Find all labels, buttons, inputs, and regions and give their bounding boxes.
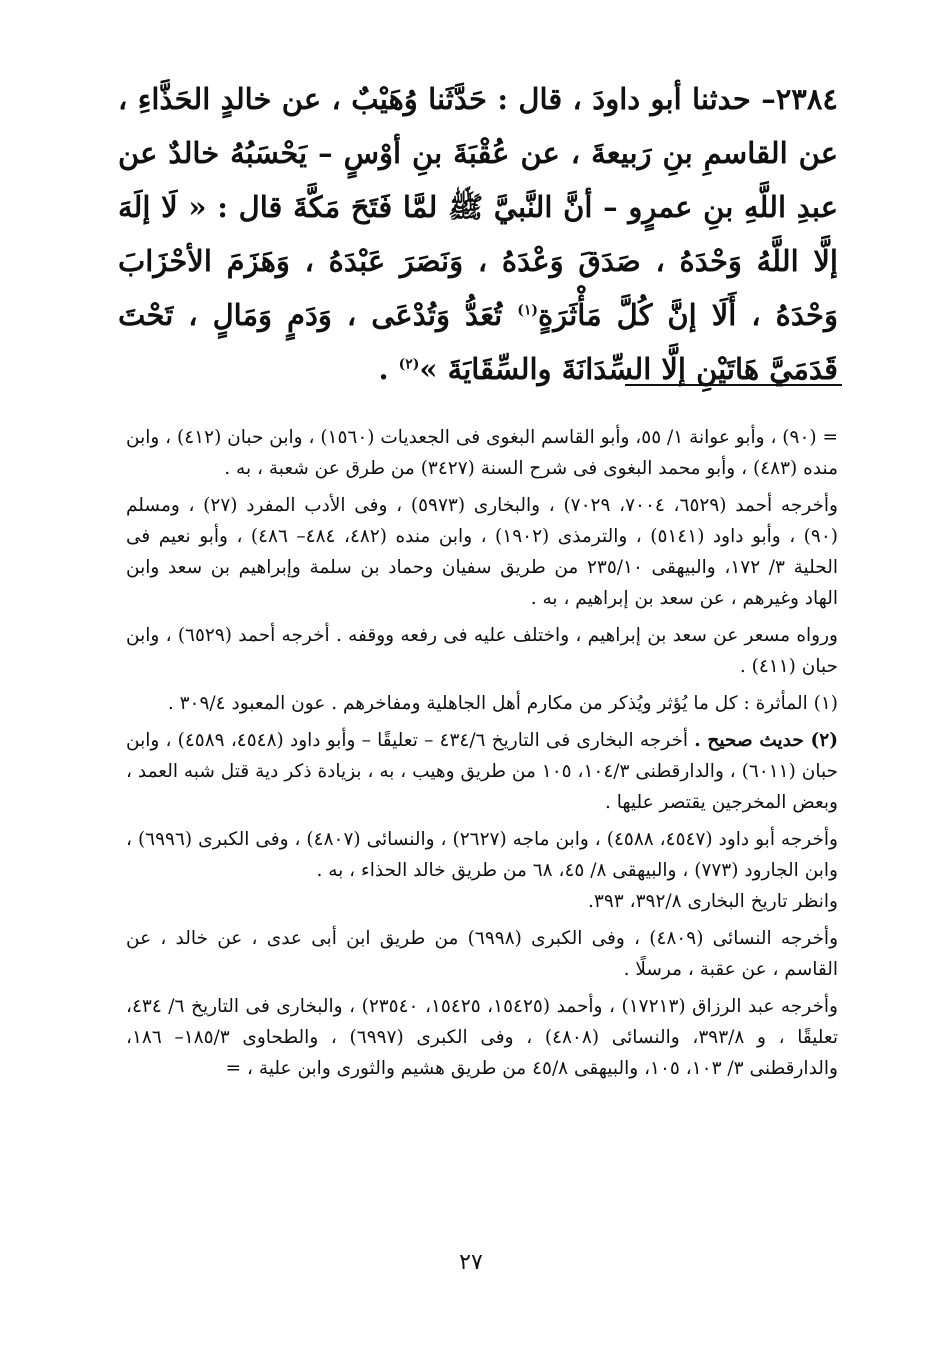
page-number: ٢٧ [459,1250,483,1275]
footnote-ref-1: (١) [517,302,539,319]
footnote-2-paragraph-2-text: وأخرجه أبو داود (٤٥٤٧، ٤٥٨٨) ، وابن ماجه (٢٦٢٧) ، والنسائى (٤٨٠٧) ، وفى الكبرى (٦٩٩٦) ، وابن الجارود (٧٧٣) ، والبيهقى ٨/ ٤٥، ٦٨ من طريق خالد الحذاء ، به . [126,829,838,881]
footnotes [126,422,838,1090]
footnote-2-paragraph-3: وأخرجه النسائى (٤٨٠٩) ، وفى الكبرى (٦٩٩٨) من طريق ابن أبى عدى ، عن خالد ، عن القاسم ، عن عقبة ، مرسلًا . [126,928,838,980]
footnote-2-label: (٢) حديث صحيح . [694,730,838,751]
hadith-body-part-2: تُعَدُّ وَتُدْعَى ، وَدَمٍ وَمَالٍ ، تَحْتَ قَدَمَيَّ هَاتَيْنِ إلَّا السِّدَانَةَ والسِّقَايَةَ » [118,298,838,386]
footnote-2-paragraph-2 [126,824,838,917]
hadith-number: ٢٣٨٤– [761,82,838,116]
hadith-text [118,72,838,396]
footnote-2-reference-line: وانظر تاريخ البخارى ٣٩٢/٨، ٣٩٣. [588,891,838,912]
footnote-continuation-3: ورواه مسعر عن سعد بن إبراهيم ، واختلف عليه فى رفعه ووقفه . أخرجه أحمد (٦٥٢٩) ، وابن حبان (٤١١) . [126,625,838,677]
footnote-continuation: = (٩٠) ، وأبو عوانة ١/ ٥٥، وأبو القاسم البغوى فى الجعديات (١٥٦٠) ، وابن حبان (٤١٢) ، وابن منده (٤٨٣) ، وأبو محمد البغوى فى شرح السنة (٣٤٢٧) من طرق عن شعبة ، به . [125,427,838,479]
footnote-2-text: أخرجه البخارى فى التاريخ ٤٣٤/٦ – تعليقًا – وأبو داود (٤٥٤٨، ٤٥٨٩) ، وابن حبان (٦٠١١) ، والدارقطنى ١٠٤/٣، ١٠٥ من طريق وهيب ، به ، بزيادة ذكر دية قتل شبه العمد ، وبعض المخرجين يقتصر عليها . [126,730,838,813]
footnote-1: (١) المأثرة : كل ما يُؤثر ويُذكر من مكارم أهل الجاهلية ومفاخرهم . عون المعبود ٣٠٩/٤ . [167,693,838,714]
footnote-ref-2: (٢) [398,356,420,373]
footnote-2 [126,725,838,818]
hadith-body-part-3: . [378,352,399,386]
footnote-divider [625,384,842,386]
hadith-body-part-1: حدثنا أبو داودَ ، قال : حَدَّثَنا وُهَيْبٌ ، عن خالدٍ الحَذَّاءِ ، عن القاسمِ بنِ رَبيعةَ ، عن عُقْبَةَ بنِ أوْسٍ – يَحْسَبُهُ خالدٌ عن عبدِ اللَّهِ بنِ عمرٍو – أنَّ النَّبيَّ ﷺ لمَّا فَتَحَ مَكَّةَ قال : « لَا إلَهَ إلَّا اللَّهُ وَحْدَهُ ، صَدَقَ وَعْدَهُ ، وَنَصَرَ عَبْدَهُ ، وَهَزَمَ الأحْزَابَ وَحْدَهُ ، أَلَا إنَّ كُلَّ مَأْثَرَةٍ [118,82,838,332]
footnote-2-paragraph-4: وأخرجه عبد الرزاق (١٧٢١٣) ، وأحمد (١٥٤٢٥، ١٥٤٢٥، ٢٣٥٤٠) ، والبخارى فى التاريخ ٦/ ٤٣٤، تعليقًا ، و ٣٩٣/٨، والنسائى (٤٨٠٨) ، وفى الكبرى (٦٩٩٧) ، والطحاوى ١٨٥/٣– ١٨٦، والدارقطنى ٣/ ١٠٣، ١٠٥، والبيهقى ٤٥/٨ من طريق هشيم والثورى وابن علية ، = [126,996,839,1079]
footnote-continuation-2: وأخرجه أحمد (٦٥٢٩، ٧٠٠٤، ٧٠٢٩) ، والبخارى (٥٩٧٣) ، وفى الأدب المفرد (٢٧) ، ومسلم (٩٠) ، وأبو داود (٥١٤١) ، والترمذى (١٩٠٢) ، وابن منده (٤٨٢، ٤٨٤– ٤٨٦) ، وأبو نعيم فى الحلية ٣/ ١٧٢، والبيهقى ٢٣٥/١٠ من طريق سفيان وحماد بن سلمة وإبراهيم بن سعد وابن الهاد وغيرهم ، عن سعد بن إبراهيم ، به . [126,495,838,609]
